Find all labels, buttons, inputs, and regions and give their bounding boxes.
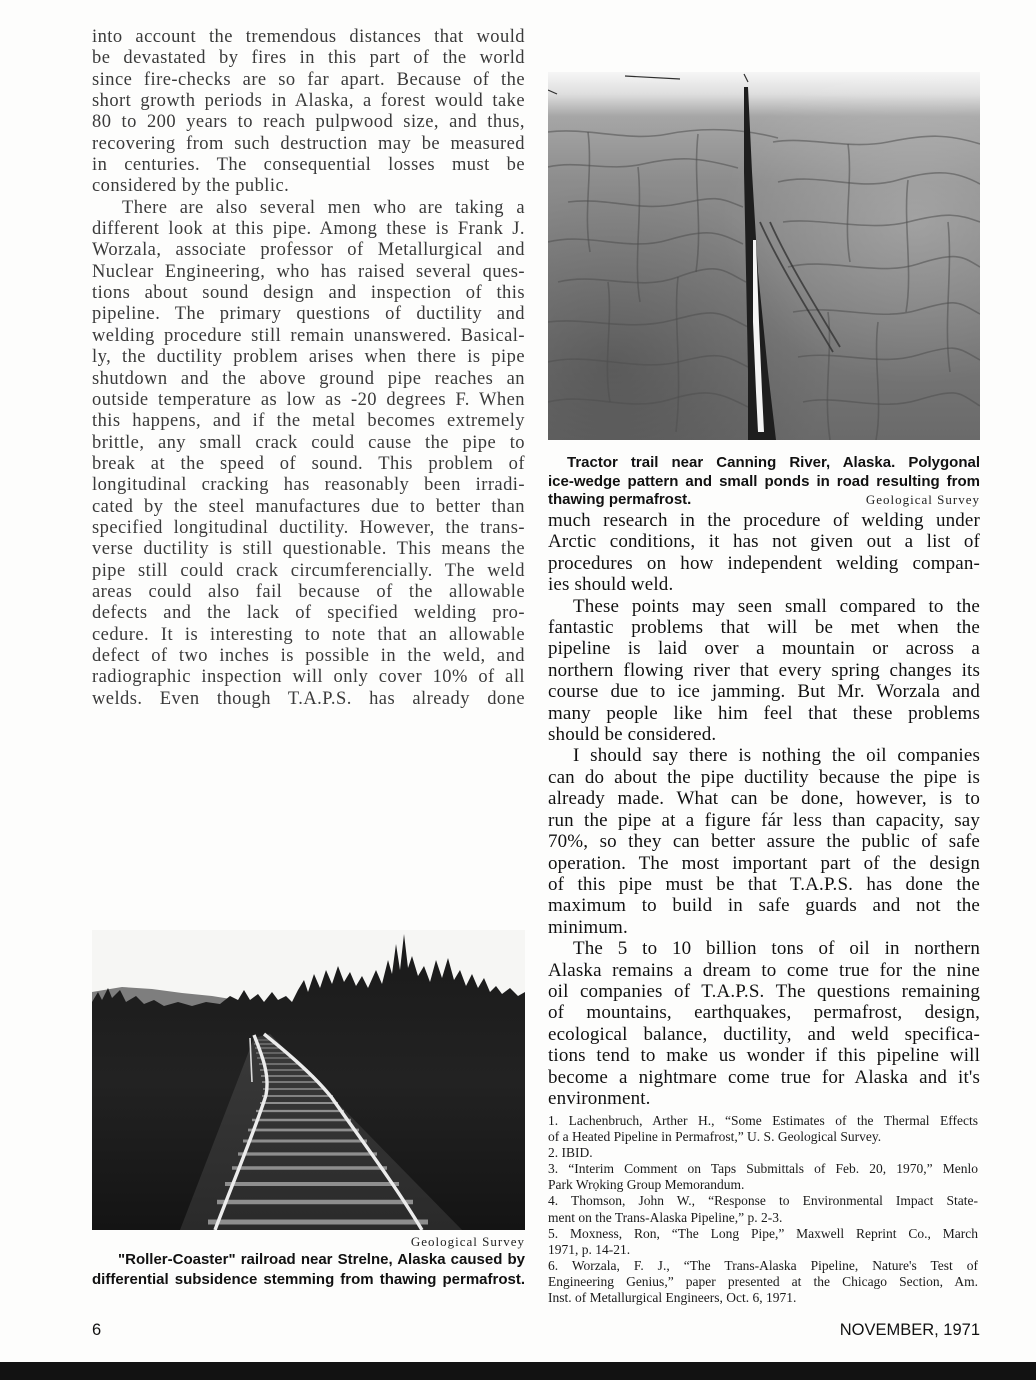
text-line: pipe still could crack circumferencially. The weld [92, 560, 525, 581]
text-line: course due to ice jamming. But Mr. Worzala and [548, 681, 980, 703]
text-line: pipeline is laid over a mountain or across a [548, 638, 980, 660]
footnote [548, 1161, 978, 1193]
footnote-line: Engineering Genius,” paper presented at the Chicago Section, Am. [548, 1273, 978, 1289]
paragraph [548, 938, 980, 1109]
text-line: radiographic inspection will only cover 10% of all [92, 667, 525, 688]
text-line: considered by the public. [92, 176, 290, 197]
text-line: ly, the ductility problem arises when there is pipe [92, 347, 525, 368]
text-line: run the pipe at a figure fár less than capacity, say [548, 809, 980, 831]
text-line: 70%, so they can better assure the public of safe [548, 831, 980, 853]
text-line: pipeline. The primary questions of ductility and [92, 304, 525, 325]
text-line: recovering from such destruction may be measured [92, 133, 525, 154]
figure-caption [92, 1250, 525, 1290]
footnote-line: 5. Moxness, Ron, “The Long Pipe,” Maxwell Reprint Co., March [548, 1225, 978, 1241]
caption-line [548, 491, 980, 510]
text-line: be devastated by fires in this part of the world [92, 48, 525, 69]
text-line: longitudinal cracking has reasonably been irradi- [92, 475, 525, 496]
text-line: since fire-checks are so far apart. Because of the [92, 69, 525, 90]
text-line: ecological balance, ductility, and weld specifica- [548, 1023, 980, 1045]
footnote-line: 1971, p. 14-21. [548, 1241, 631, 1257]
page-number: 6 [92, 1321, 102, 1339]
text-line: oil companies of T.A.P.S. The questions remaining [548, 980, 980, 1002]
right-text-column [548, 510, 980, 1109]
text-line: maximum to build in safe guards and not the [548, 895, 980, 917]
text-line: of mountains, earthquakes, permafrost, design, [548, 1002, 980, 1024]
figure-caption [548, 454, 980, 510]
caption-line: differential subsidence stemming from thawing permafrost. [92, 1271, 525, 1288]
text-line: in centuries. The consequential losses must be [92, 155, 525, 176]
scan-edge [0, 1362, 1036, 1380]
text-line: tions tend to make us wonder if this pipeline will [548, 1045, 980, 1067]
text-line: defects and the lack of specified welding pro- [92, 603, 525, 624]
footnote [548, 1145, 978, 1161]
text-line: into account the tremendous distances that would [92, 27, 525, 47]
photo-credit: Geological Survey [410, 1234, 525, 1249]
text-line: can do about the pipe ductility because the pipe is [548, 766, 980, 788]
text-line: environment. [548, 1087, 651, 1109]
text-line: of this pipe must be that T.A.P.S. has done the [548, 873, 980, 895]
tractor-trail-photo [548, 72, 980, 440]
footnote [548, 1113, 978, 1145]
paragraph [548, 596, 980, 746]
footnote-line: Inst. of Metallurgical Engineers, Oct. 6, 1971. [548, 1290, 797, 1306]
paragraph [548, 510, 980, 596]
footnote-line: ment on the Trans-Alaska Pipeline,” p. 2-3. [548, 1209, 783, 1225]
text-line: welds. Even though T.A.P.S. has already done [92, 688, 525, 709]
tractor-trail-photo-image [548, 72, 980, 440]
text-line: cated by the steel manufactures due to better than [92, 496, 525, 517]
text-line: Alaska remains a dream to come true for the nine [548, 959, 980, 981]
text-line: operation. The most important part of the design [548, 852, 980, 874]
caption-text: thawing permafrost. [548, 491, 692, 508]
text-line: become a nightmare come true for Alaska and it's [548, 1066, 980, 1088]
caption-line: Tractor trail near Canning River, Alaska. Polygonal [567, 454, 980, 471]
text-line: These points may seen small compared to the [573, 595, 980, 617]
footnote [548, 1258, 978, 1306]
footnote-line: 4. Thomson, John W., “Response to Environmental Impact State- [548, 1193, 978, 1209]
paragraph [92, 27, 525, 198]
text-line: different look at this pipe. Among these is Frank J. [92, 219, 525, 240]
footnotes [548, 1113, 978, 1306]
left-text-column [92, 27, 525, 710]
footnote-line: 2. IBID. [548, 1145, 593, 1161]
text-line: should be considered. [548, 724, 717, 746]
text-line: Arctic conditions, it has not given out a list of [548, 531, 980, 553]
railroad-photo [92, 930, 525, 1230]
text-line: short growth periods in Alaska, a forest would take [92, 91, 525, 112]
caption-line: ice-wedge pattern and small ponds in road resulting from [548, 472, 980, 490]
text-line: ies should weld. [548, 574, 674, 596]
text-line: verse ductility is still questionable. This means the [92, 539, 525, 560]
text-line: brittle, any small crack could cause the pipe to [92, 432, 525, 453]
text-line: tions about sound design and inspection of this [92, 283, 525, 304]
text-line: defect of two inches is possible in the weld, and [92, 645, 525, 666]
text-line: this happens, and if the metal becomes extremely [92, 411, 525, 432]
text-line: much research in the procedure of welding under [548, 510, 980, 531]
footnote-line: 1. Lachenbruch, Arther H., “Some Estimates of the Thermal Effects [548, 1113, 978, 1128]
paragraph [548, 745, 980, 938]
text-line: specified longitudinal ductility. However, the trans- [92, 517, 525, 538]
text-line: 80 to 200 years to reach pulpwood size, and thus, [92, 112, 525, 133]
text-line: cedure. It is interesting to note that an allowable [92, 624, 525, 645]
text-line: procedures on how independent welding compan- [548, 552, 980, 574]
paragraph [92, 198, 525, 710]
text-line: shutdown and the above ground pipe reaches an [92, 368, 525, 389]
text-line: areas could also fail because of the allowable [92, 581, 525, 602]
footnote [548, 1226, 978, 1258]
text-line: northern flowing river that every spring changes its [548, 659, 980, 681]
text-line: The 5 to 10 billion tons of oil in northern [573, 938, 980, 960]
text-line: many people like him feel that these problems [548, 702, 980, 724]
footnote-line: Park Wrọking Group Memorandum. [548, 1177, 745, 1193]
footnote-line: 6. Worzala, F. J., “The Trans-Alaska Pipeline, Nature's Test of [548, 1257, 978, 1273]
text-line: already made. What can be done, however, is to [548, 788, 980, 810]
issue-date: NOVEMBER, 1971 [839, 1321, 980, 1339]
text-line: outside temperature as low as -20 degrees F. When [92, 389, 525, 410]
caption-line: "Roller-Coaster" railroad near Strelne, Alaska caused by [118, 1251, 525, 1268]
text-line: welding procedure still remain unanswered. Basical- [92, 325, 525, 346]
text-line: fantastic problems that will be met when the [548, 617, 980, 639]
text-line: minimum. [548, 916, 628, 938]
railroad-photo-image [92, 930, 525, 1230]
footnote-line: 3. “Interim Comment on Taps Submittals of Feb. 20, 1970,” Menlo [548, 1161, 978, 1177]
text-line: There are also several men who are taking a [122, 197, 525, 218]
footnote-line: of a Heated Pipeline in Permafrost,” U. S. Geological Survey. [548, 1129, 882, 1145]
text-line: Nuclear Engineering, who has raised several ques- [92, 261, 525, 282]
text-line: I should say there is nothing the oil companies [573, 745, 980, 767]
text-line: break at the speed of sound. This problem of [92, 453, 525, 474]
photo-credit: Geological Survey [865, 492, 980, 507]
text-line: Worzala, associate professor of Metallurgical and [92, 240, 525, 261]
footnote [548, 1193, 978, 1225]
